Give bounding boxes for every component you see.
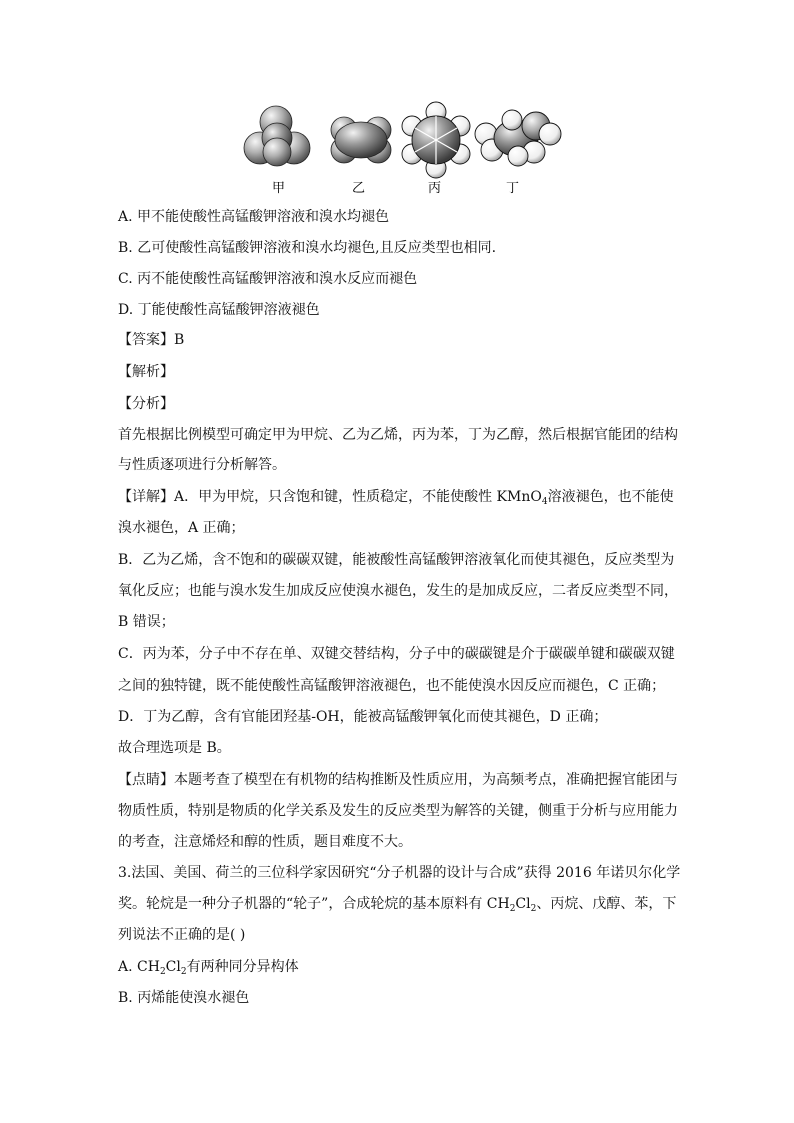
q3-stem-part-1: 奖。轮烷是一种分子机器的“轮子”，合成轮烷的基本原料有 CH xyxy=(118,896,510,912)
label-jia: 甲 xyxy=(272,181,286,196)
fenxi-header: 【分析】 xyxy=(118,396,174,412)
q3-option-a xyxy=(118,957,678,977)
detail-c-line-1: C．丙为苯，分子中不存在单、双键交替结构，分子中的碳碳键是介于碳碳单键和碳碳双键 xyxy=(118,646,675,662)
q3-stem-line-3: 列说法不正确的是( ) xyxy=(118,927,246,943)
q3-option-a-post: 有两种同分异构体 xyxy=(186,959,299,975)
detail-b-line-2: 氧化反应；也能与溴水发生加成反应使溴水褪色，发生的是加成反应，二者反应类型不同， xyxy=(118,583,678,599)
q3-stem-line-2 xyxy=(118,894,678,914)
q3-a-cl-subscript: 2 xyxy=(180,967,187,977)
detail-a-line-2: 溴水褪色，A 正确； xyxy=(118,520,245,536)
dianjing-line-3: 的考查，注意烯烃和醇的性质，题目难度不大。 xyxy=(118,834,412,850)
label-bing: 丙 xyxy=(428,181,442,196)
cl2-subscript: 2 xyxy=(530,904,537,914)
molecule-models-svg xyxy=(236,100,566,196)
q3-option-a-pre: A. CH xyxy=(118,959,160,975)
label-ding: 丁 xyxy=(506,181,520,196)
q3-a-h-subscript: 2 xyxy=(159,967,166,977)
fenxi-line-2: 与性质逐项进行分析解答。 xyxy=(118,457,286,473)
label-yi: 乙 xyxy=(352,181,366,196)
analysis-header: 【解析】 xyxy=(118,364,174,380)
q3-a-cl-symbol: Cl xyxy=(165,959,181,975)
detail-a-post: 溶液褪色，也不能使 xyxy=(547,489,674,505)
detail-d-line: D．丁为乙醇，含有官能团羟基-OH，能被高锰酸钾氧化而使其褪色，D 正确； xyxy=(118,709,608,725)
detail-a-line-1 xyxy=(118,487,678,507)
molecule-models-figure xyxy=(236,100,566,196)
methane-model xyxy=(244,106,310,166)
option-c: C. 丙不能使酸性高锰酸钾溶液和溴水反应而褪色 xyxy=(118,271,418,287)
cl-symbol: Cl xyxy=(515,896,531,912)
dianjing-line-1: 【点睛】本题考查了模型在有机物的结构推断及性质应用，为高频考点，准确把握官能团与 xyxy=(118,772,678,788)
ch2-subscript: 2 xyxy=(509,904,516,914)
conclusion-line: 故合理选项是 B。 xyxy=(118,740,231,756)
fenxi-line-1: 首先根据比例模型可确定甲为甲烷、乙为乙烯，丙为苯，丁为乙醇，然后根据官能团的结构 xyxy=(118,427,678,443)
option-b: B. 乙可使酸性高锰酸钾溶液和溴水均褪色,且反应类型也相同. xyxy=(118,240,497,256)
detail-c-line-2: 之间的独特键，既不能使酸性高锰酸钾溶液褪色，也不能使溴水因反应而褪色，C 正确； xyxy=(118,678,666,694)
detail-b-line-3: B 错误； xyxy=(118,614,175,630)
dianjing-line-2: 物质性质，特别是物质的化学关系及发生的反应类型为解答的关键，侧重于分析与应用能力 xyxy=(118,803,678,819)
answer-line: 【答案】B xyxy=(118,332,185,348)
detail-a-pre: 【详解】A．甲为甲烷，只含饱和键，性质稳定，不能使酸性 KMnO xyxy=(118,489,542,505)
q3-option-b: B. 丙烯能使溴水褪色 xyxy=(118,990,250,1006)
benzene-model xyxy=(402,102,470,178)
ethylene-model xyxy=(331,117,391,163)
q3-stem-part-2: 、丙烷、戊醇、苯，下 xyxy=(536,896,677,912)
option-d: D. 丁能使酸性高锰酸钾溶液褪色 xyxy=(118,302,320,318)
q3-stem-line-1: 3.法国、美国、荷兰的三位科学家因研究“分子机器的设计与合成”获得 2016 年诺贝尔化学 xyxy=(118,865,681,881)
ethanol-model xyxy=(475,110,561,166)
kmno4-subscript: 4 xyxy=(541,497,548,507)
option-a: A. 甲不能使酸性高锰酸钾溶液和溴水均褪色 xyxy=(118,209,390,225)
detail-b-line-1: B．乙为乙烯，含不饱和的碳碳双键，能被酸性高锰酸钾溶液氧化而使其褪色，反应类型为 xyxy=(118,552,675,568)
